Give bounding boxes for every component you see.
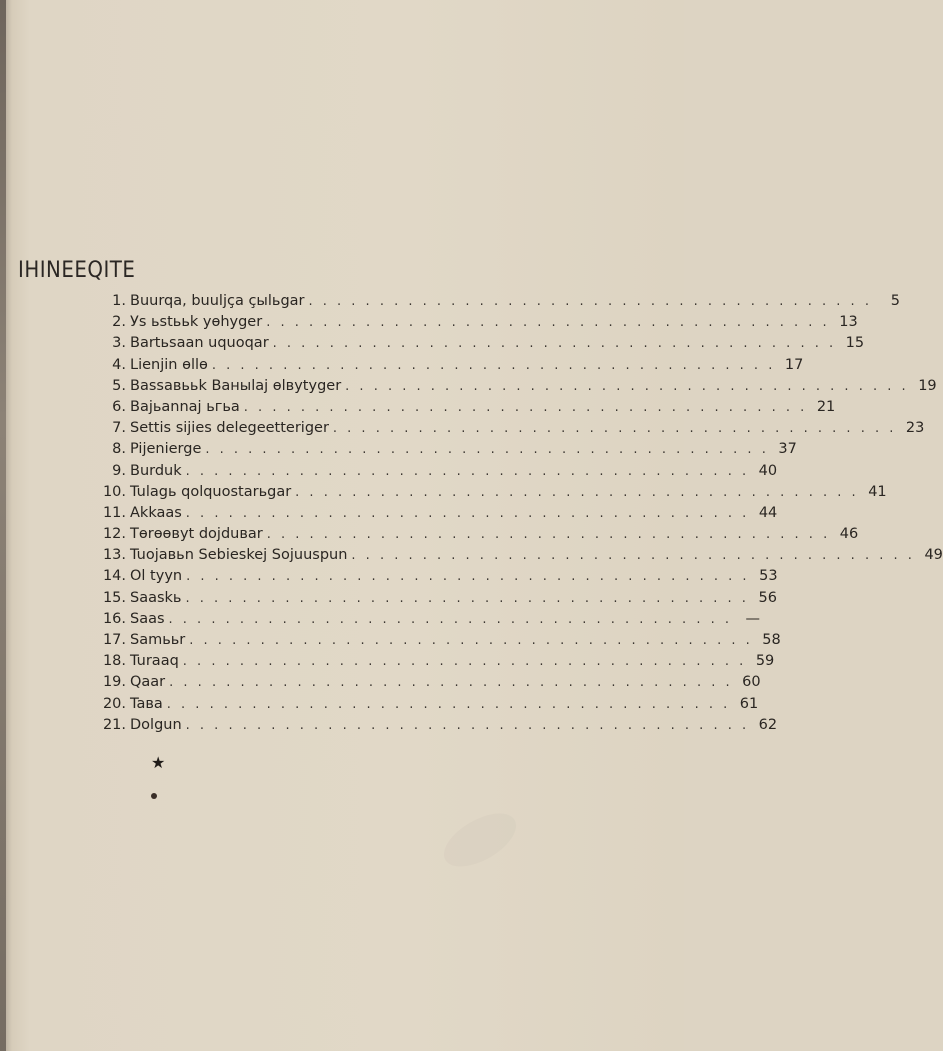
ink-dot-mark [151,793,157,799]
toc-entry-page: 21 [816,398,836,415]
toc-entry [100,716,778,738]
toc-entry-page: — [745,610,760,627]
toc-entry-number: 3. [112,335,126,352]
toc-dot-leader: . . . . . . . . . . . . . . . . . . . . . . . . . . . . . . . . . . . . . . . . [205,442,769,458]
toc-entry-page: 17 [784,356,804,373]
toc-entry-number: 6. [112,398,126,415]
toc-entry-number: 2. [112,314,126,331]
toc-dot-leader: . . . . . . . . . . . . . . . . . . . . . . . . . . . . . . . . . . . . . . . . [185,717,750,733]
toc-entry [100,462,778,484]
toc-entry-number: 13. [102,547,126,564]
toc-entry-title: Bassaвььk Baныlaj өlвytyger [130,377,342,394]
toc-dot-leader: . . . . . . . . . . . . . . . . . . . . . . . . . . . . . . . . . . . . . . . . [166,696,731,712]
toc-entry-page: 44 [758,504,778,521]
toc-entry-number: 12. [102,526,126,543]
toc-entry [100,674,761,695]
toc-entry [100,398,836,420]
toc-entry-number: 15. [102,589,126,606]
toc-entry-title: Qaar [130,674,166,691]
toc-entry-title: Settis sijies delegeetteriger [130,420,329,437]
book-spine-edge [0,0,6,1051]
toc-dot-leader: . . . . . . . . . . . . . . . . . . . . . . . . . . . . . . . . . . . . . . . . [185,590,749,606]
toc-entry-page: 61 [739,695,759,712]
toc-entry [100,653,775,674]
toc-entry-title: Samььr [130,632,186,648]
toc-entry-title: Ol tyyn [130,568,183,585]
toc-entry-number: 10. [102,483,126,500]
toc-entry-title: Burduk [130,462,182,479]
toc-entry [100,314,858,335]
toc-entry-title: Bartьsaan uquoqar [130,335,269,352]
toc-entry-page: 53 [759,568,778,585]
toc-entry [100,632,781,653]
toc-entry-page: 41 [868,483,887,500]
toc-entry [100,526,859,547]
toc-entry-number: 7. [112,420,126,437]
toc-entry [100,335,865,356]
toc-entry-title: Saas [130,610,165,627]
page-title: IHINEEQITE [18,258,136,283]
toc-entry-number: 9. [112,462,126,479]
toc-entry [100,356,804,378]
toc-entry-title: Dolgun [130,716,182,733]
toc-entry-title: Pijenierge [130,441,202,458]
toc-dot-leader: . . . . . . . . . . . . . . . . . . . . . . . . . . . . . . . . . . . . . . . . [169,675,733,691]
toc-entry-page: 60 [742,674,761,691]
toc-dot-leader: . . . . . . . . . . . . . . . . . . . . . . . . . . . . . . . . . . . . . . . . [182,654,747,670]
toc-entry-number: 1. [112,293,126,309]
toc-entry-number: 8. [112,441,126,458]
table-of-contents [100,293,943,738]
toc-dot-leader: . . . . . . . . . . . . . . . . . . . . . . . . . . . . . . . . . . . . . . . . [211,357,776,373]
toc-entry-title: Lienjin өllө [130,356,208,373]
toc-entry-page: 49 [924,547,943,564]
toc-entry-title: Tulagь qolquostarьgar [130,483,292,500]
toc-entry [100,483,887,505]
toc-entry [100,420,925,441]
toc-entry [100,504,778,526]
toc-entry-number: 18. [102,653,126,670]
toc-entry-page: 46 [839,526,859,543]
toc-entry [100,377,937,399]
star-ornament-icon: ★ [151,753,166,772]
toc-dot-leader: . . . . . . . . . . . . . . . . . . . . . . . . . . . . . . . . . . . . . . . . [266,527,831,543]
toc-entry-title: Saaskь [130,589,182,606]
toc-dot-leader: . . . . . . . . . . . . . . . . . . . . . . . . . . . . . . . . . . . . . . . . [295,484,859,500]
toc-dot-leader: . . . . . . . . . . . . . . . . . . . . . . . . . . . . . . . . . . . . . . . . [185,505,750,521]
toc-dot-leader: . . . . . . . . . . . . . . . . . . . . . . . . . . . . . . . . . . . . . . . . [308,294,872,309]
toc-entry-title: Buurqa, buuljça çыlьgar [130,293,305,309]
toc-entry-page: 62 [758,716,778,733]
toc-entry-number: 4. [112,356,126,373]
toc-entry-page: 40 [758,462,778,479]
toc-dot-leader: . . . . . . . . . . . . . . . . . . . . . . . . . . . . . . . . . . . . . . . . [351,548,915,564]
toc-dot-leader: . . . . . . . . . . . . . . . . . . . . . . . . . . . . . . . . . . . . . . . . [272,336,837,352]
toc-entry [100,589,777,611]
toc-entry-page: 23 [905,420,925,437]
toc-dot-leader: . . . . . . . . . . . . . . . . . . . . . . . . . . . . . . . . . . . . . . . . [345,378,909,394]
toc-entry-page: 15 [845,335,865,352]
toc-entry-page: 58 [762,632,781,648]
toc-entry-title: Tuojaвьn Sebieskej Sojuuspun [130,547,348,564]
toc-entry-title: Tөrөөвyt dojduвar [130,526,263,543]
toc-entry-title: Bajьannaj ьгьa [130,398,240,415]
toc-dot-leader: . . . . . . . . . . . . . . . . . . . . . . . . . . . . . . . . . . . . . . . . [243,399,808,415]
toc-entry-page: 5 [890,293,900,309]
toc-entry-page: 19 [918,377,937,394]
toc-entry-title: Akkaas [130,504,182,521]
toc-entry-page: 59 [755,653,775,670]
toc-entry [100,610,760,632]
toc-entry [100,441,797,462]
toc-entry-number: 14. [102,568,126,585]
toc-entry-number: 11. [102,504,126,521]
toc-entry-number: 16. [102,610,126,627]
toc-entry [100,547,943,568]
toc-entry-title: Уs ьstььk yөhyger [130,314,263,331]
toc-entry-number: 17. [102,632,126,648]
toc-entry [100,568,778,589]
toc-entry-page: 37 [778,441,797,458]
toc-entry [100,293,900,314]
toc-dot-leader: . . . . . . . . . . . . . . . . . . . . . . . . . . . . . . . . . . . . . . . . [168,611,732,627]
toc-entry [100,695,759,717]
toc-entry-number: 19. [102,674,126,691]
toc-entry-page: 56 [758,589,777,606]
toc-entry-title: Turaaq [130,653,179,670]
toc-entry-number: 5. [112,377,126,394]
toc-dot-leader: . . . . . . . . . . . . . . . . . . . . . . . . . . . . . . . . . . . . . . . . [332,421,897,437]
toc-entry-number: 20. [102,695,126,712]
toc-dot-leader: . . . . . . . . . . . . . . . . . . . . . . . . . . . . . . . . . . . . . . . . [186,569,750,585]
toc-dot-leader: . . . . . . . . . . . . . . . . . . . . . . . . . . . . . . . . . . . . . . . . [189,633,753,648]
toc-dot-leader: . . . . . . . . . . . . . . . . . . . . . . . . . . . . . . . . . . . . . . . . [185,463,750,479]
toc-entry-title: Taвa [130,695,163,712]
toc-entry-page: 13 [839,314,858,331]
toc-dot-leader: . . . . . . . . . . . . . . . . . . . . . . . . . . . . . . . . . . . . . . . . [266,315,830,331]
toc-entry-number: 21. [102,716,126,733]
